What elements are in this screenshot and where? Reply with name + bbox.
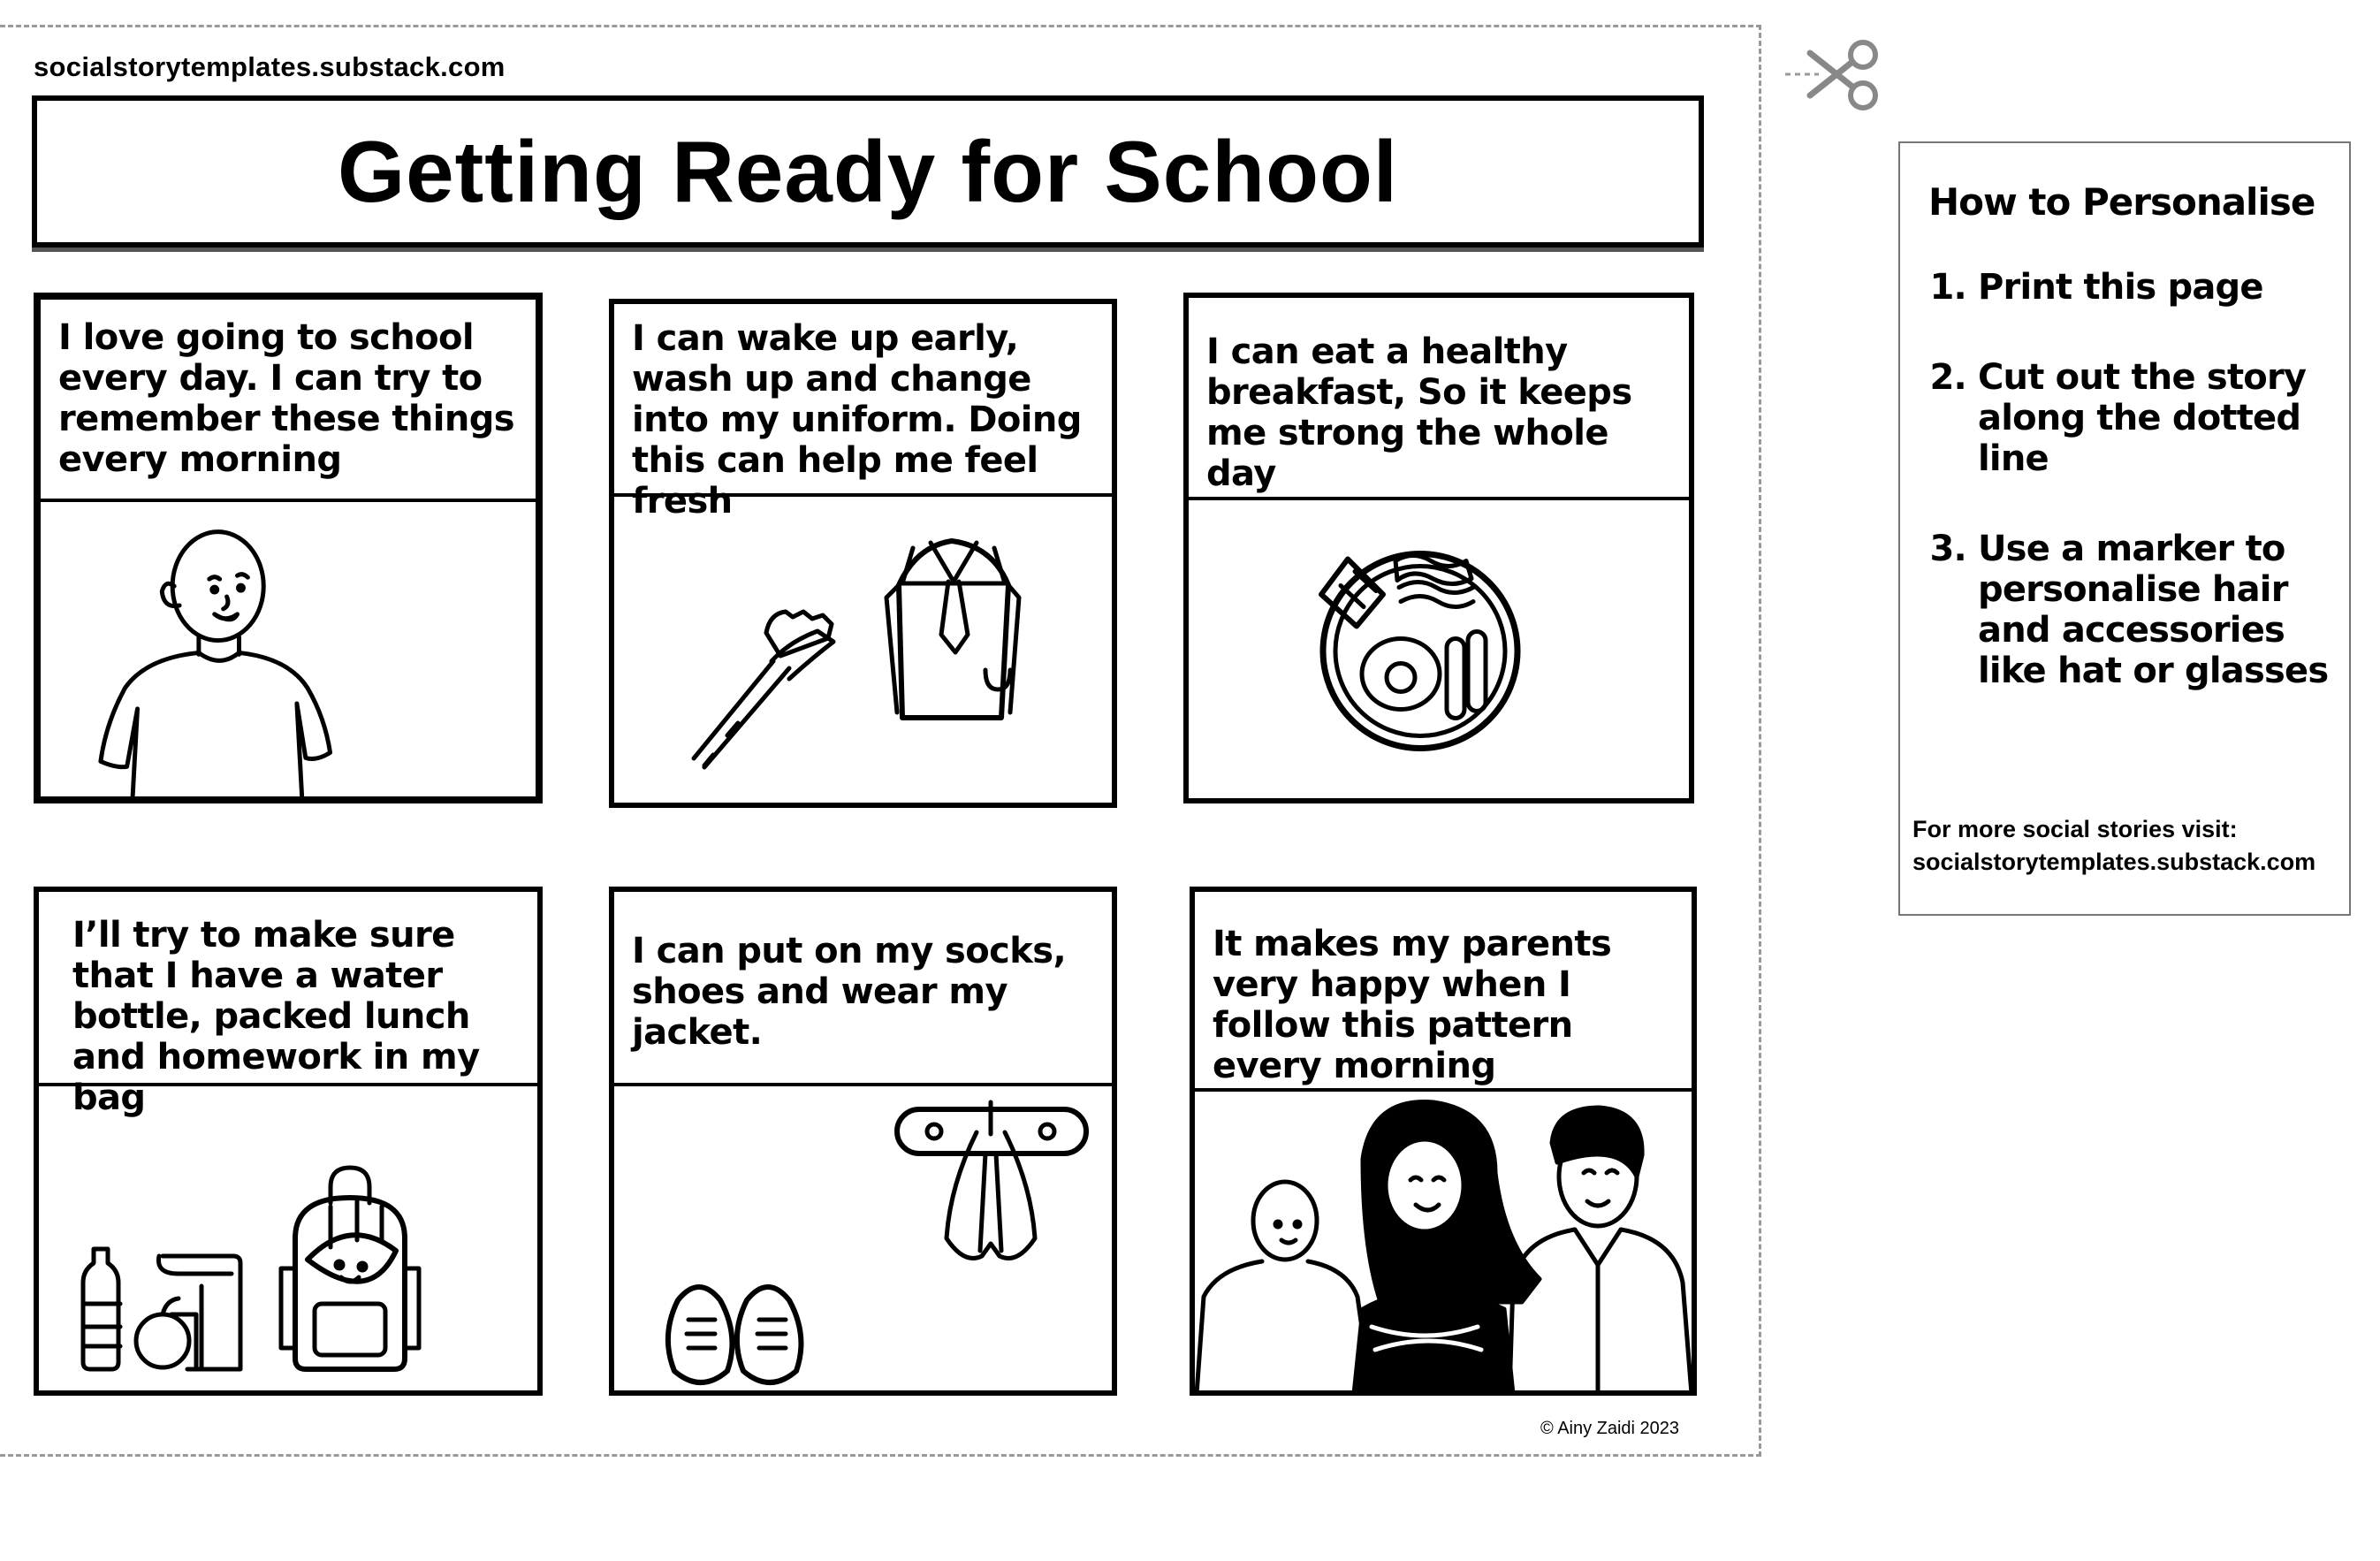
title-box [32, 95, 1704, 247]
panel-5-text: I can put on my socks, shoes and wear my jacket. [614, 892, 1112, 1086]
story-panel-6 [1190, 887, 1697, 1396]
more-stories-url: socialstorytemplates.substack.com [1912, 849, 2316, 875]
breakfast-plate-icon [1189, 497, 1689, 798]
story-panel-2 [609, 299, 1117, 808]
more-stories-label: For more social stories visit: [1912, 816, 2238, 842]
more-stories-note [1912, 813, 2315, 879]
howto-step: 3. Use a marker to personalise hair and accessories like hat or glasses [1978, 529, 2349, 691]
page-title: Getting Ready for School [337, 122, 1399, 220]
family-icon [1195, 1088, 1692, 1390]
panel-2-text: I can wake up early, wash up and change into my uniform. Doing this can help me feel fresh [614, 304, 1112, 497]
lunch-and-backpack-icon [39, 1083, 537, 1390]
shoes-and-jacket-hook-icon [614, 1083, 1112, 1390]
story-panel-1 [34, 293, 543, 803]
copyright: © Ainy Zaidi 2023 [1540, 1419, 1680, 1438]
panel-1-text: I love going to school every day. I can try to remember these things every morning [41, 300, 536, 502]
howto-heading: How to Personalise [1928, 180, 2315, 224]
story-panel-5 [609, 887, 1117, 1396]
howto-steps [1925, 267, 2349, 741]
site-url: socialstorytemplates.substack.com [34, 51, 506, 82]
panel-6-text: It makes my parents very happy when I follow this pattern every morning [1195, 892, 1692, 1092]
story-panel-3 [1183, 293, 1694, 803]
story-panel-4 [34, 887, 543, 1396]
scissors-icon [1783, 37, 1881, 111]
panel-4-text: I’ll try to make sure that I have a water bottle, packed lunch and homework in my bag [39, 892, 537, 1086]
how-to-personalise-box [1898, 141, 2351, 916]
toothbrush-and-uniform-icon [614, 493, 1112, 803]
howto-step: 2. Cut out the story along the dotted line [1978, 357, 2349, 479]
howto-step: 1. Print this page [1978, 267, 2349, 308]
panel-3-text: I can eat a healthy breakfast, So it keeps me strong the whole day [1189, 298, 1689, 500]
boy-icon [41, 499, 536, 796]
